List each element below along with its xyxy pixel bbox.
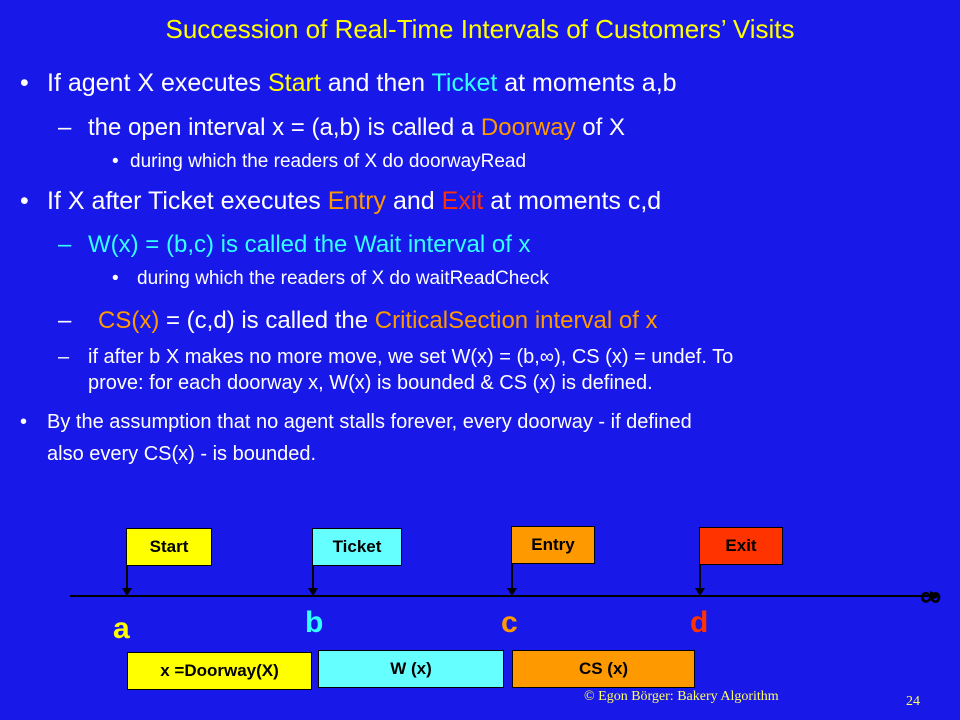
dash-mark: – [58,231,72,258]
text-fragment: of X [575,114,625,141]
text-fragment: and [386,187,442,215]
keyword-ticket: Ticket [431,69,498,97]
infinity-symbol: ∞ [920,580,942,613]
point-c-label: c [501,606,518,639]
dash-no-more-move-line2: prove: for each doorway x, W(x) is bounded & CS (x) is defined. [88,372,653,394]
event-exit-box: Exit [699,527,783,565]
bullet-dot: • [20,411,28,433]
bullet-assumption-line2: also every CS(x) - is bounded. [47,443,317,465]
dash-mark: – [58,346,70,368]
dash-mark: – [58,114,72,141]
keyword-wait-interval: Wait interval of x [354,231,531,258]
point-b-label: b [305,606,324,639]
start-arrowhead [122,588,132,596]
text-fragment: and then [320,69,432,97]
event-start-box: Start [126,528,212,566]
text-fragment: If agent X executes [47,69,268,97]
keyword-doorway: Doorway [480,114,576,141]
text-fragment: If X after Ticket executes [47,187,328,215]
footer-credit: © Egon Börger: Bakery Algorithm [584,689,779,704]
bullet-dot: • [20,69,29,97]
keyword-start: Start [267,69,321,97]
point-d-label: d [690,606,709,639]
sub-bullet-dot: • [112,151,119,172]
keyword-entry: Entry [327,187,387,215]
ticket-arrowhead [308,588,318,596]
text-fragment: at moments c,d [483,187,662,215]
dash-no-more-move-line1: if after b X makes no more move, we set W(x) = (b,∞), CS (x) = undef. To [88,346,734,368]
text-fragment: the open interval x = (a,b) is called a [88,114,481,141]
text-fragment: = (c,d) is called the [159,307,375,334]
event-entry-box: Entry [511,526,595,564]
entry-arrowhead [507,588,517,596]
event-ticket-box: Ticket [312,528,402,566]
point-a-label: a [113,612,130,645]
bullet-dot: • [20,187,29,215]
interval-cs-box: CS (x) [512,650,695,688]
slide-title: Succession of Real-Time Intervals of Customers’ Visits [165,14,795,44]
bullet-assumption-line1: By the assumption that no agent stalls forever, every doorway - if defined [47,411,692,433]
dash-mark: – [58,307,72,334]
keyword-exit: Exit [441,187,484,215]
exit-arrowhead [695,588,705,596]
sub-bullet-dot: • [112,268,119,289]
interval-doorway-box: x =Doorway(X) [127,652,312,690]
interval-wait-box: W (x) [318,650,504,688]
keyword-critical-section: CriticalSection interval of x [374,307,658,334]
sub-wait-read-check: during which the readers of X do waitReadCheck [137,268,549,289]
text-fragment: at moments a,b [497,69,677,97]
page-number: 24 [906,694,920,709]
text-fragment: W(x) = (b,c) is called the [88,231,355,258]
keyword-cs: CS(x) [98,307,160,334]
sub-doorway-read: during which the readers of X do doorwayRead [130,151,527,172]
